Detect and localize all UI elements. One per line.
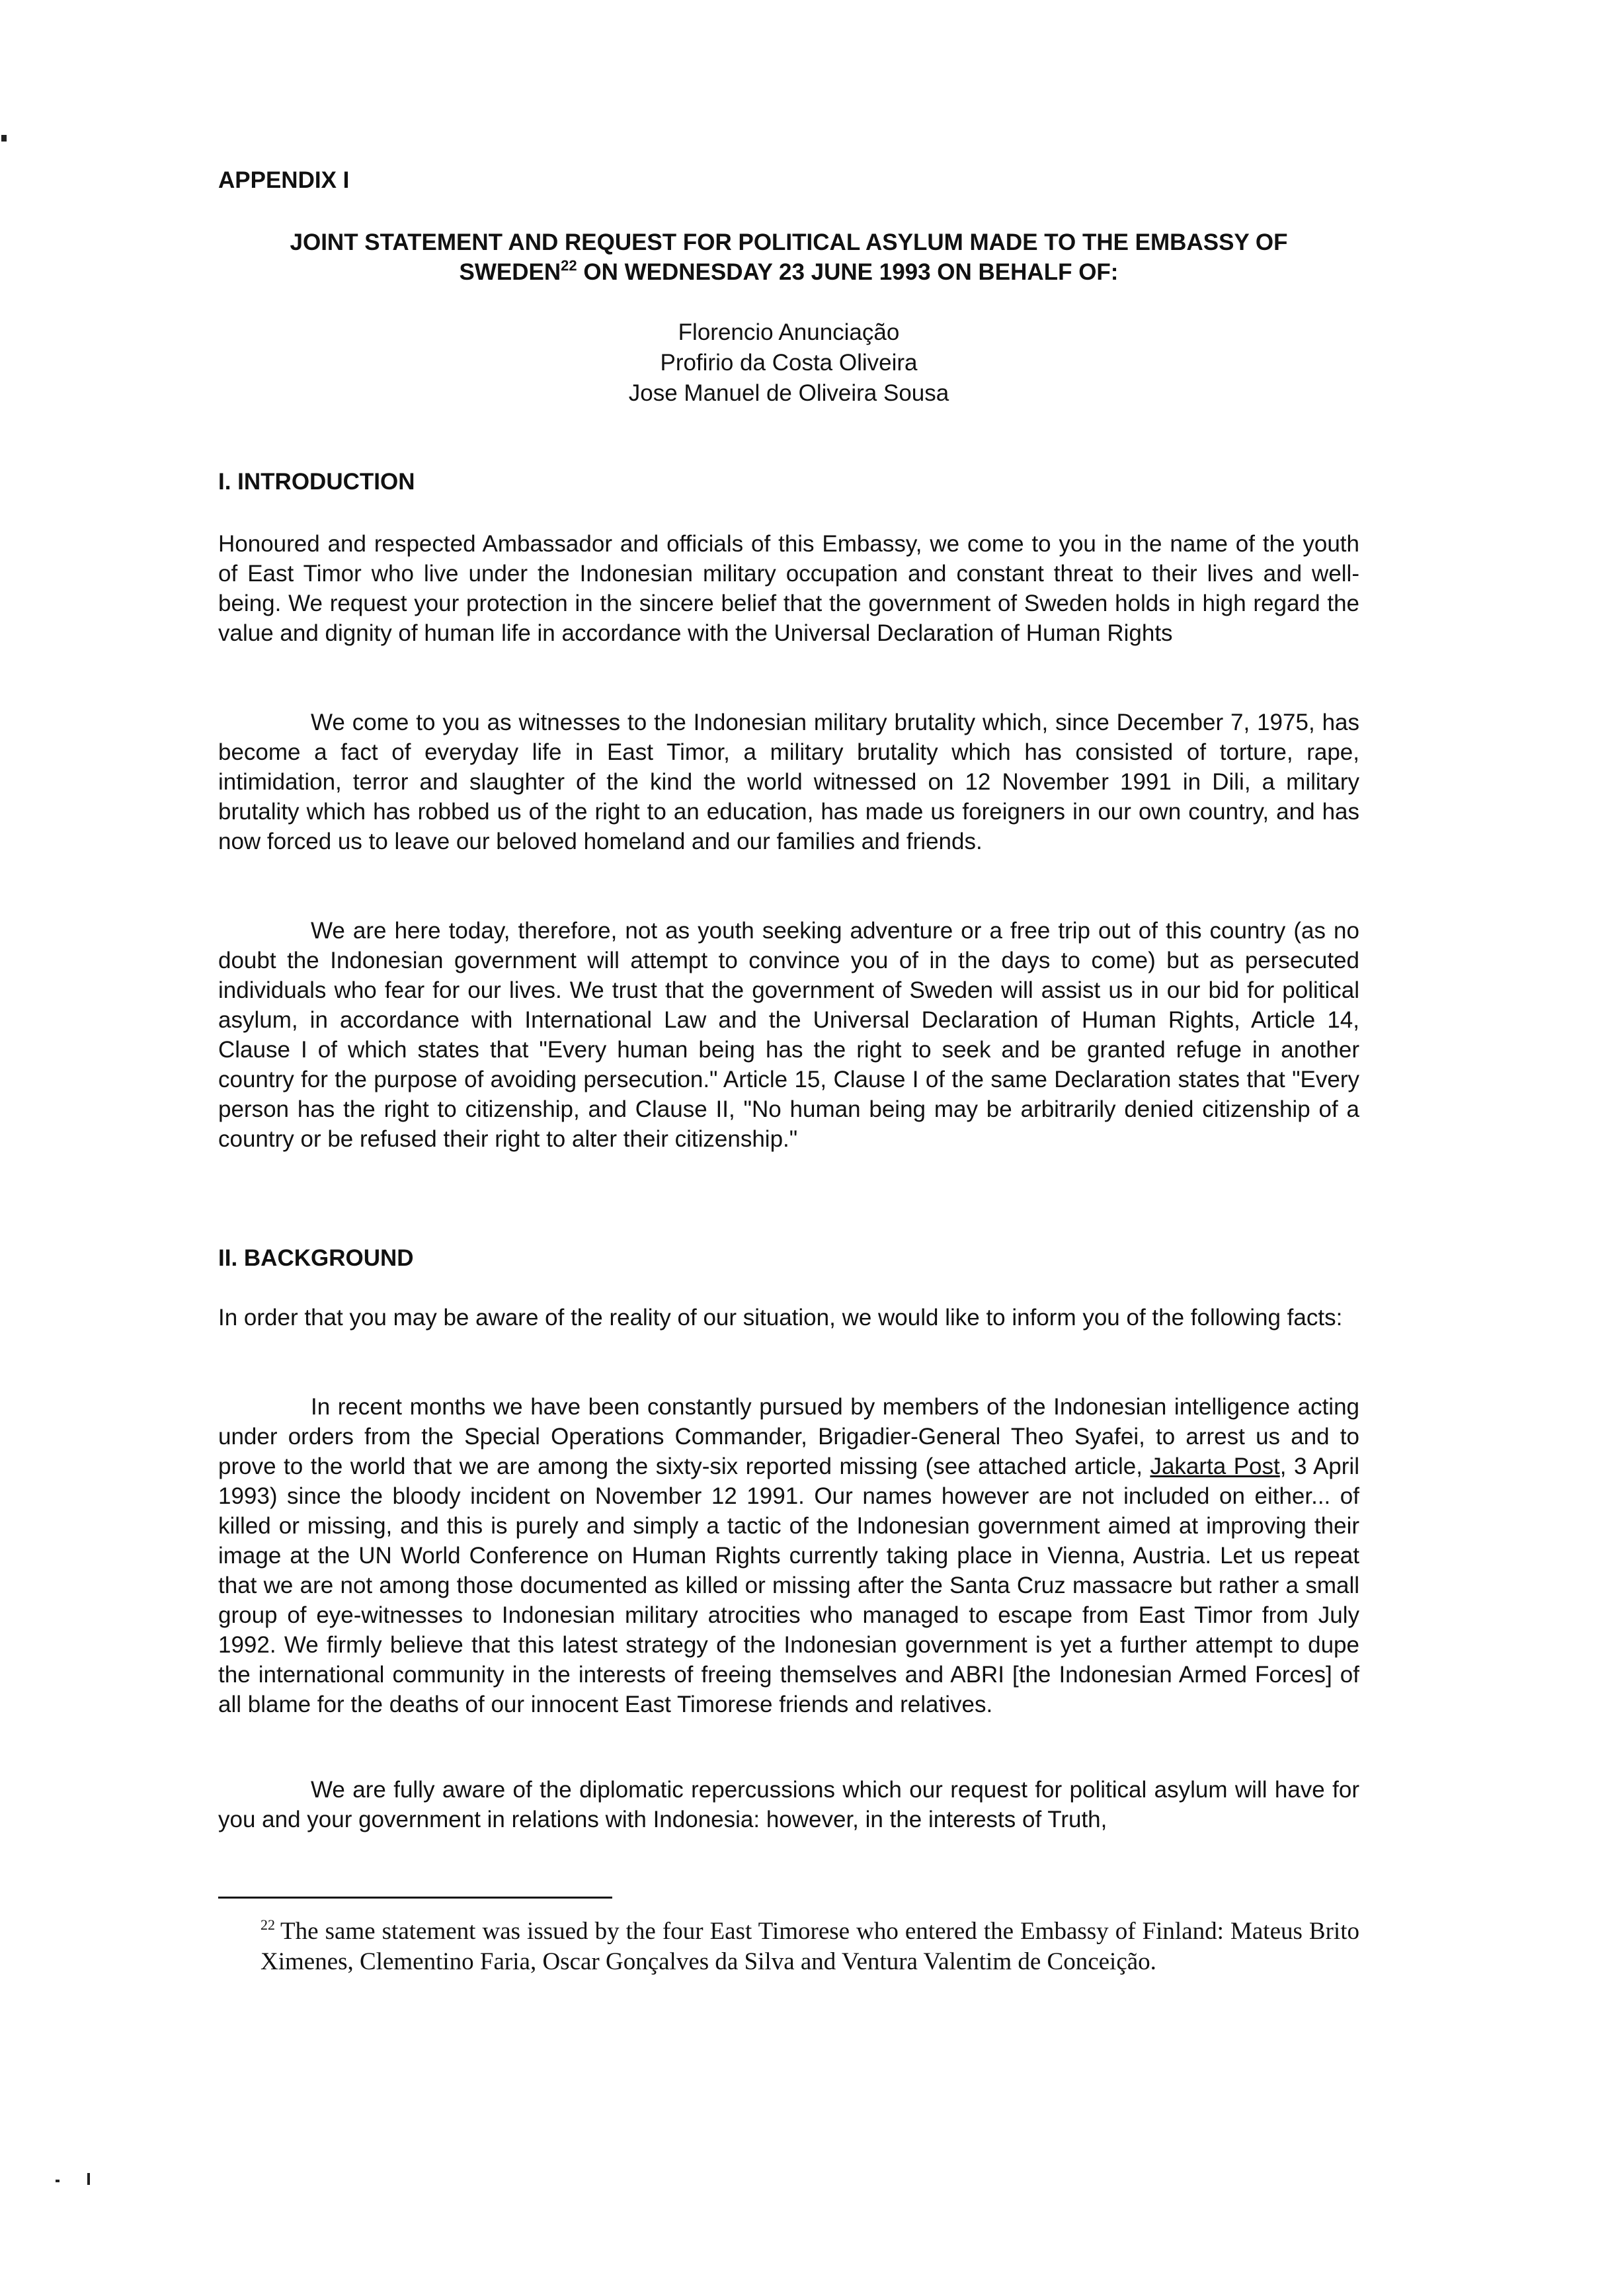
name-item: Jose Manuel de Oliveira Sousa: [628, 380, 949, 406]
scan-speck: [56, 2180, 60, 2182]
footnote: [218, 1916, 1359, 1977]
paragraph-text: In order that you may be aware of the reality of our situation, we would like to inform you of the following facts:: [218, 1305, 1343, 1331]
title-date-text: ON WEDNESDAY 23 JUNE 1993 ON BEHALF OF:: [577, 259, 1119, 285]
section-heading-background: II. BACKGROUND: [218, 1245, 414, 1271]
scan-speck: [87, 2173, 90, 2185]
title-line-1: JOINT STATEMENT AND REQUEST FOR POLITICAL ASYLUM MADE TO THE EMBASSY OF: [290, 229, 1288, 255]
footnote-mark: 22: [261, 1916, 275, 1933]
section-heading-introduction: I. INTRODUCTION: [218, 469, 415, 495]
appendix-label: APPENDIX I: [218, 167, 350, 193]
title-line-2: [218, 257, 1359, 287]
name-item: Florencio Anunciação: [678, 319, 900, 345]
intro-paragraph-2: [218, 708, 1359, 856]
footnote-text: The same statement was issued by the four East Timorese who entered the Embassy of Finland: Mateus Brito Ximenes, Clementino Faria, Oscar Gonçalves da Silva and Ventura Valentim de Conceição.: [261, 1918, 1359, 1975]
paragraph-text: [218, 1392, 1359, 1719]
intro-paragraph-3: [218, 916, 1359, 1154]
text-run: In recent months we have been constantly pursued by members of the Indonesian intelligence acting under orders from the Special Operations Commander, Brigadier-General Theo Syafei, to arrest us and to prove to the world that we are among the sixty-six reported missing (see attached article,: [218, 1394, 1359, 1479]
intro-paragraph-1: [218, 529, 1359, 648]
name-item: Profirio da Costa Oliveira: [660, 350, 918, 376]
background-paragraph-3: [218, 1775, 1359, 1834]
paragraph-text: Honoured and respected Ambassador and officials of this Embassy, we come to you in the name of the youth of East Timor who live under the Indonesian military occupation and constant threat to their lives and well-being. We request your protection in the sincere belief that the government of Sweden holds in high regard the value and dignity of human life in accordance with the Universal Declaration of Human Rights: [218, 531, 1359, 646]
footnote-divider: [218, 1897, 612, 1899]
paragraph-text: We are fully aware of the diplomatic repercussions which our request for political asylum will have for you and your government in relations with Indonesia: however, in the interests of Truth,: [218, 1777, 1359, 1832]
footnote-body: [218, 1916, 1359, 1977]
text-run: , 3 April 1993) since the bloody incident on November 12 1991. Our names however are not included on either... of killed or missing, and this is purely and simply a tactic of the Indonesian government aimed at improving their image at the UN World Conference on Human Rights currently taking place in Vienna, Austria. Let us repeat that we are not among those documented as killed or missing after the Santa Cruz massacre but rather a small group of eye-witnesses to Indonesian military atrocities who managed to escape from East Timor from July 1992. We firmly believe that this latest strategy of the Indonesian government is yet a further attempt to dupe the international community in the interests of freeing themselves and ABRI [the Indonesian Armed Forces] of all blame for the deaths of our innocent East Timorese friends and relatives.: [218, 1454, 1359, 1717]
document-title: [218, 227, 1359, 287]
paragraph-text: We come to you as witnesses to the Indonesian military brutality which, since December 7, 1975, has become a fact of everyday life in East Timor, a military brutality which has consisted of torture, rape, intimidation, terror and slaughter of the kind the world witnessed on 12 November 1991 in Dili, a military brutality which has robbed us of the right to an education, has made us foreigners in our own country, and has now forced us to leave our beloved homeland and our families and friends.: [218, 710, 1359, 854]
paragraph-text: We are here today, therefore, not as youth seeking adventure or a free trip out of this country (as no doubt the Indonesian government will attempt to convince you of in the days to come) but as persecuted individuals who fear for our lives. We trust that the government of Sweden will assist us in our bid for political asylum, in accordance with International Law and the Universal Declaration of Human Rights, Article 14, Clause I of which states that "Every human being has the right to seek and be granted refuge in another country for the purpose of avoiding persecution." Article 15, Clause I of the same Declaration states that "Every person has the right to citizenship, and Clause II, "No human being may be arbitrarily denied citizenship of a country or be refused their right to alter their citizenship.": [218, 918, 1359, 1152]
footnote-ref: 22: [561, 257, 577, 274]
background-paragraph-2: [218, 1392, 1359, 1719]
title-country: SWEDEN: [459, 259, 561, 285]
publication-title: Jakarta Post: [1150, 1454, 1280, 1479]
background-paragraph-1: [218, 1303, 1359, 1332]
scan-speck: [1, 135, 7, 142]
asylum-seeker-names: [218, 317, 1359, 409]
